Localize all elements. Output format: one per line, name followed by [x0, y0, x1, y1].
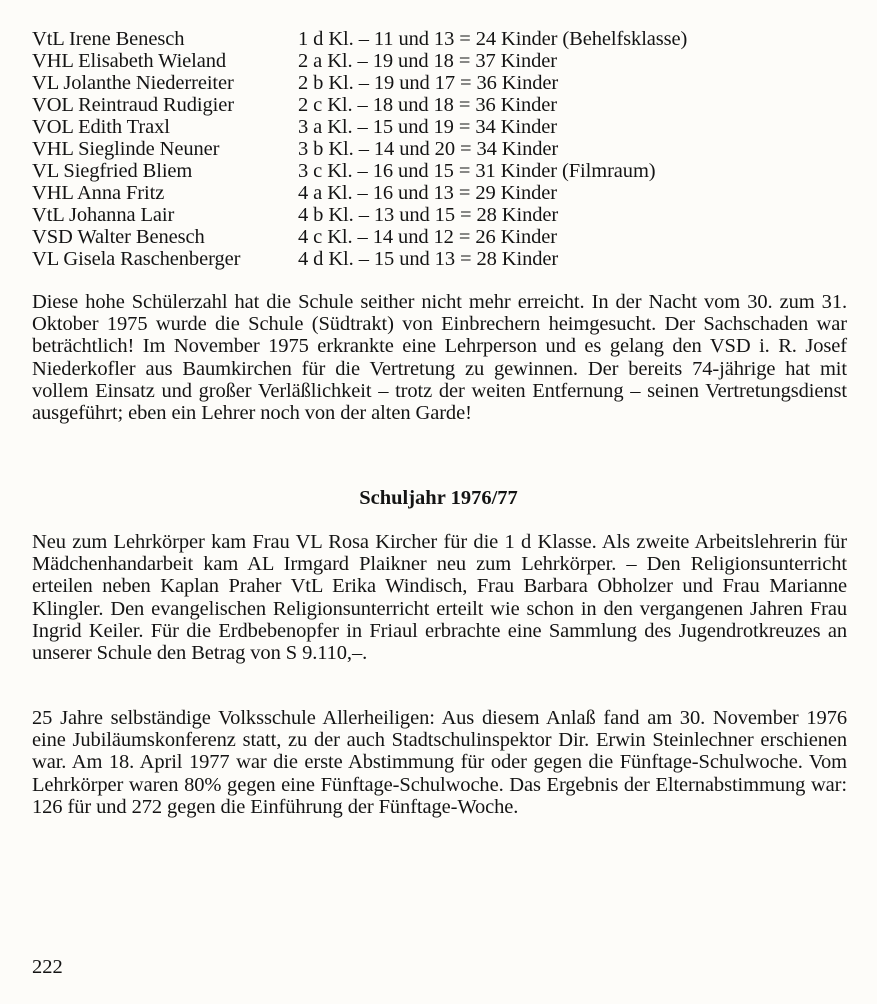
- class-info: 4 d Kl. – 15 und 13 = 28 Kinder: [298, 248, 559, 270]
- teacher-name: VHL Elisabeth Wieland: [32, 50, 227, 72]
- list-item: [32, 116, 687, 138]
- list-item: [32, 160, 687, 182]
- list-item: [32, 28, 687, 50]
- class-info: 4 a Kl. – 16 und 13 = 29 Kinder: [298, 182, 557, 204]
- list-item: [32, 182, 687, 204]
- paragraph-break-in: Diese hohe Schülerzahl hat die Schule seither nicht mehr erreicht. In der Nacht vom 30. zum 31. Oktober 1975 wurde die Schule (Südtrakt) von Einbrechern heimgesucht. Der Sachschaden war beträchtlich! Im November 1975 erkrankte eine Lehrperson und es gelang den VSD i. R. Josef Niederkofler aus Baumkirchen für die Vertretung zu gewinnen. Der bereits 74-jährige hat mit vollem Einsatz und großer Verläßlichkeit – trotz der weiten Entfernung – seinen Vertretungsdienst ausgeführt; eben ein Lehrer noch von der alten Garde!: [32, 291, 847, 425]
- class-info: 3 c Kl. – 16 und 15 = 31 Kinder (Filmraum): [298, 160, 656, 182]
- teacher-name: VL Siegfried Bliem: [32, 160, 193, 182]
- list-item: [32, 94, 687, 116]
- paragraph-staff-changes: Neu zum Lehrkörper kam Frau VL Rosa Kircher für die 1 d Klasse. Als zweite Arbeitslehrerin für Mädchenhandarbeit kam AL Irmgard Plaikner neu zum Lehrkörper. – Den Religionsunterricht erteilen neben Kaplan Praher VtL Erika Windisch, Frau Barbara Obholzer und Frau Marianne Klingler. Den evangelischen Religionsunterricht erteilt wie schon in den vergangenen Jahren Frau Ingrid Keiler. Für die Erdbebenopfer in Friaul erbrachte eine Sammlung des Jugendrotkreuzes an unserer Schule den Betrag von S 9.110,–.: [32, 531, 847, 665]
- teacher-name: VL Gisela Raschenberger: [32, 248, 241, 270]
- teacher-name: VOL Reintraud Rudigier: [32, 94, 234, 116]
- class-info: 3 b Kl. – 14 und 20 = 34 Kinder: [298, 138, 559, 160]
- teacher-name: VtL Irene Benesch: [32, 28, 185, 50]
- teacher-name: VtL Johanna Lair: [32, 204, 175, 226]
- class-info: 2 b Kl. – 19 und 17 = 36 Kinder: [298, 72, 559, 94]
- page-number: 222: [32, 956, 63, 978]
- list-item: [32, 50, 687, 72]
- class-list: [32, 28, 687, 270]
- list-item: [32, 72, 687, 94]
- class-info: 2 a Kl. – 19 und 18 = 37 Kinder: [298, 50, 557, 72]
- list-item: [32, 204, 687, 226]
- class-info: 1 d Kl. – 11 und 13 = 24 Kinder (Behelfsklasse): [298, 28, 688, 50]
- paragraph-anniversary: 25 Jahre selbständige Volksschule Allerheiligen: Aus diesem Anlaß fand am 30. November 1976 eine Jubiläumskonferenz statt, zu der auch Stadtschulinspektor Dir. Erwin Steinlechner erschienen war. Am 18. April 1977 war die erste Abstimmung für oder gegen die Fünftage-Schulwoche. Vom Lehrkörper waren 80% gegen eine Fünftage-Schulwoche. Das Ergebnis der Elternabstimmung war: 126 für und 272 gegen die Einführung der Fünftage-Woche.: [32, 707, 847, 818]
- list-item: [32, 138, 687, 160]
- teacher-name: VOL Edith Traxl: [32, 116, 170, 138]
- teacher-name: VHL Anna Fritz: [32, 182, 165, 204]
- class-info: 3 a Kl. – 15 und 19 = 34 Kinder: [298, 116, 557, 138]
- class-info: 4 b Kl. – 13 und 15 = 28 Kinder: [298, 204, 559, 226]
- class-info: 4 c Kl. – 14 und 12 = 26 Kinder: [298, 226, 557, 248]
- teacher-name: VL Jolanthe Niederreiter: [32, 72, 234, 94]
- list-item: [32, 248, 687, 270]
- section-title: Schuljahr 1976/77: [359, 487, 518, 509]
- list-item: [32, 226, 687, 248]
- teacher-name: VHL Sieglinde Neuner: [32, 138, 220, 160]
- teacher-name: VSD Walter Benesch: [32, 226, 205, 248]
- class-info: 2 c Kl. – 18 und 18 = 36 Kinder: [298, 94, 557, 116]
